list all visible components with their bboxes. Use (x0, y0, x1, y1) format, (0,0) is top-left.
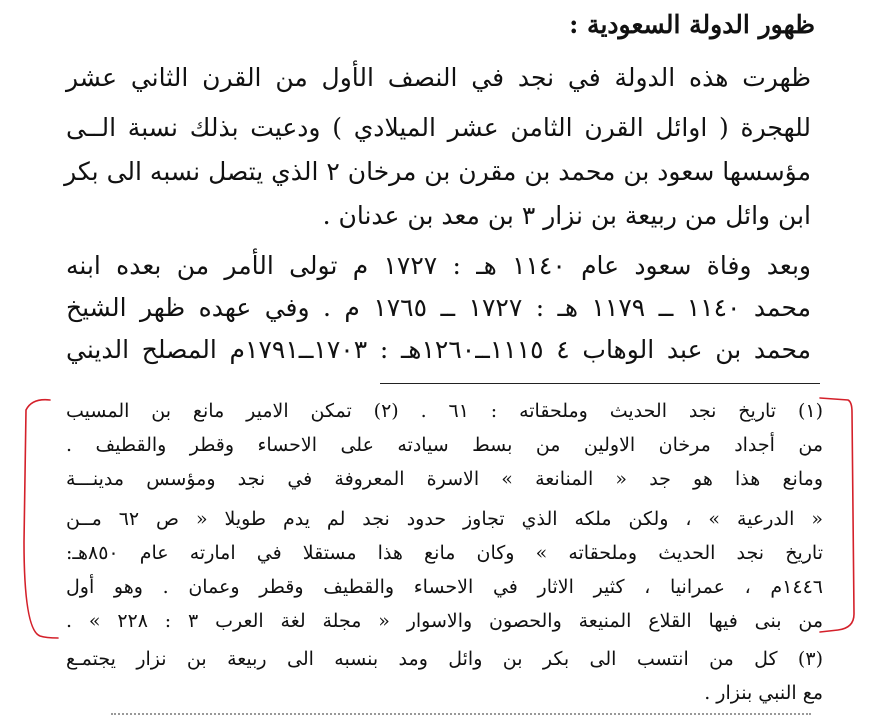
footnote-line-2: من أجداد مرخان الاولين من بسط سيادته على الاحساء وقطر والقطيف . (66, 434, 823, 456)
body-line-7: محمد بن عبد الوهاب ٤ ١١١٥ــ١٢٦٠هـ : ١٧٠٣ــ١٧٩١م المصلح الديني (66, 335, 812, 364)
body-line-1: ظهرت هذه الدولة في نجد في النصف الأول من القرن الثاني عشر (66, 63, 811, 92)
page-bottom-edge (111, 713, 811, 715)
footnote-line-1: (١) تاريخ نجد الحديث وملحقاته : ٦١ . (٢) تمكن الامير مانع بن المسيب (66, 400, 824, 422)
footnote-line-6: ١٤٤٦م ، عمرانيا ، كثير الاثار في الاحساء والقطيف وقطر وعمان . وهو أول (66, 576, 823, 598)
body-line-6: محمد ١١٤٠ ــ ١١٧٩ هـ : ١٧٢٧ ــ ١٧٦٥ م . وفي عهده ظهر الشيخ (66, 293, 811, 322)
body-line-5: وبعد وفاة سعود عام ١١٤٠ هـ : ١٧٢٧ م تولى الأمر من بعده ابنه (66, 251, 812, 280)
footnote-separator (380, 383, 820, 384)
body-line-2: للهجرة ( اوائل القرن الثامن عشر الميلادي ) ودعيت بذلك نسبة الــى (66, 113, 811, 142)
footnote-line-5: تاريخ نجد الحديث وملحقاته » وكان مانع هذا مستقلا في امارته عام ٨٥٠هـ: (66, 542, 823, 564)
body-line-3: مؤسسها سعود بن محمد بن مقرن بن مرخان ٢ الذي يتصل نسبه الى بكر (64, 157, 811, 186)
footnote-line-4: « الدرعية » ، ولكن ملكه الذي تجاوز حدود نجد لم يدم طويلا « ص ٦٢ مــن (66, 508, 823, 530)
footnote-line-7: من بنى فيها القلاع المنيعة والحصون والاسوار « مجلة لغة العرب ٣ : ٢٢٨ » . (66, 610, 824, 632)
section-heading: ظهور الدولة السعودية : (569, 10, 815, 39)
footnote-line-9: مع النبي بنزار . (704, 682, 823, 704)
footnote-line-8: (٣) كل من انتسب الى بكر بن وائل ومد بنسبه الى ربيعة بن نزار يجتمـع (66, 648, 823, 670)
body-line-4: ابن وائل من ربيعة بن نزار ٣ بن معد بن عدنان . (322, 201, 811, 230)
footnote-line-3: ومانع هذا هو جد « المنانعة » الاسرة المعروفة في نجد ومؤسس مدينـــة (66, 468, 823, 490)
